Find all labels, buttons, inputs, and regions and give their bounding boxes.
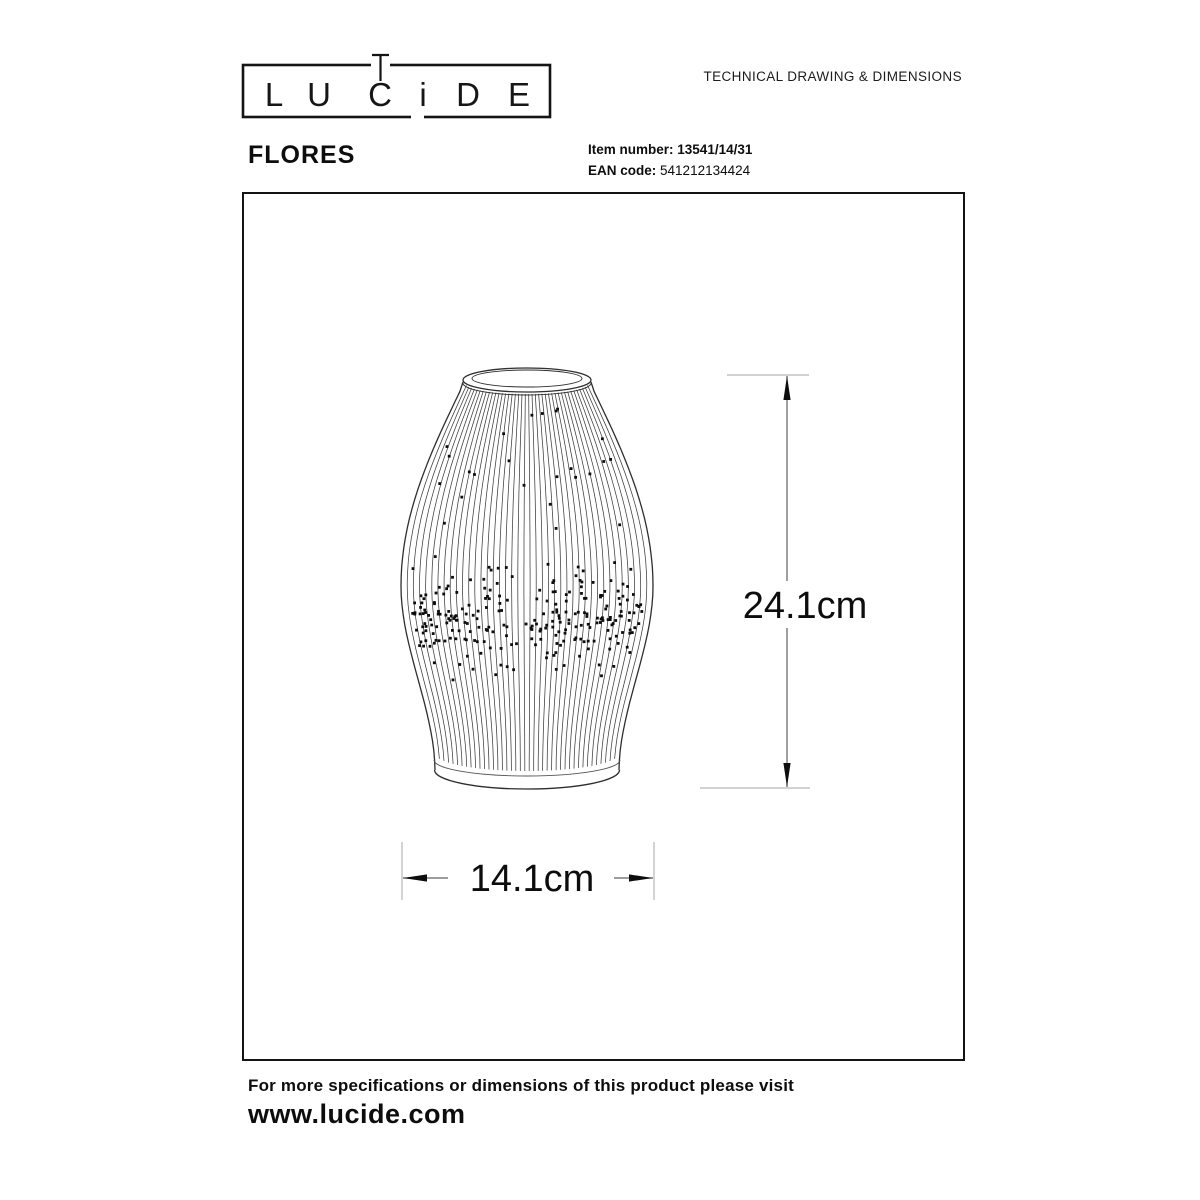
width-dimension (402, 842, 654, 900)
logo-frame (243, 65, 550, 117)
logo-letter: C (368, 76, 392, 113)
logo-letter: U (307, 76, 331, 113)
document-title: TECHNICAL DRAWING & DIMENSIONS (703, 69, 962, 84)
logo-letter: D (456, 76, 480, 113)
drawing-frame (242, 192, 965, 1061)
lamp-rib-lines (407, 385, 647, 771)
website-url: www.lucide.com (248, 1099, 466, 1129)
ean-value: 541212134424 (660, 163, 751, 178)
lucide-logo (241, 50, 553, 122)
item-number-value: 13541/14/31 (677, 142, 753, 157)
logo-letter: E (507, 76, 531, 113)
technical-drawing (242, 192, 965, 1061)
height-dimension-label: 24.1cm (742, 585, 868, 627)
item-number-row (588, 139, 752, 160)
height-dimension (700, 375, 890, 788)
arrow-up-icon (783, 376, 790, 400)
logo-frame-gap-bottom (411, 113, 424, 121)
arrow-right-icon (629, 874, 653, 881)
width-dimension-label: 14.1cm (469, 858, 595, 900)
arrow-down-icon (783, 763, 790, 787)
logo-letter: i (419, 76, 427, 113)
product-name: FLORES (248, 141, 356, 169)
footer-note: For more specifications or dimensions of this product please visit (248, 1076, 794, 1095)
logo-letter: L (264, 76, 284, 113)
arrow-left-icon (403, 874, 427, 881)
lamp-outline (401, 368, 653, 789)
product-identifiers (588, 139, 752, 181)
ean-row (588, 160, 752, 181)
item-number-label: Item number: (588, 142, 674, 157)
ean-label: EAN code: (588, 163, 657, 178)
footer (248, 1076, 794, 1130)
